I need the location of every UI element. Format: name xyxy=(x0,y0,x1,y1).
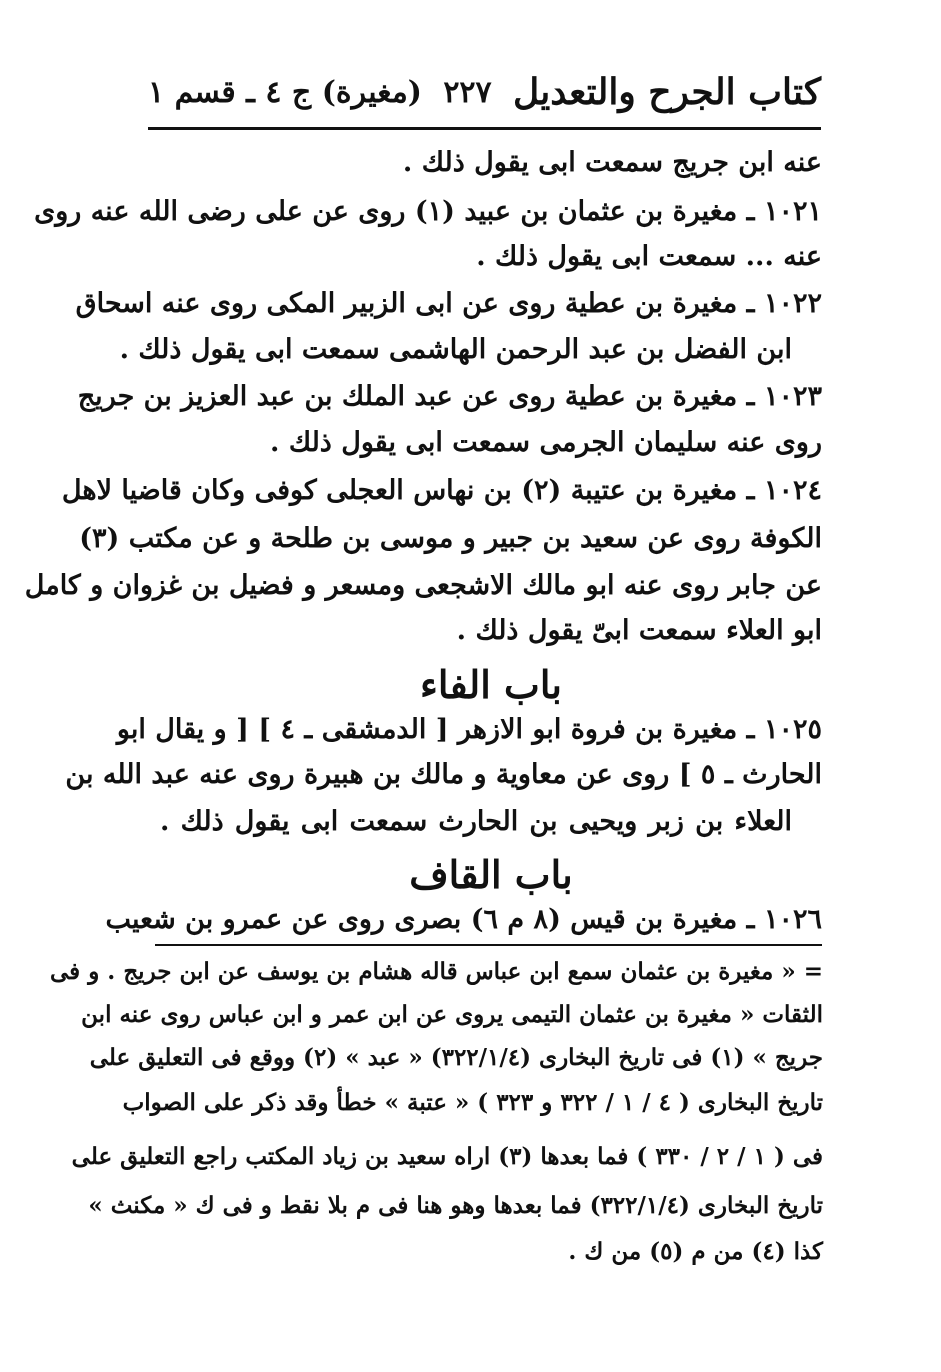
page-header xyxy=(148,62,821,122)
entry-1022: ١٠٢٢ ـ مغيرة بن عطية روى عن ابى الزبير المكى روى عنه اسحاق xyxy=(75,288,822,319)
footnote-rule xyxy=(155,944,822,946)
text-line: ابو العلاء سمعت ابىّ يقول ذلك . xyxy=(456,615,822,646)
page-number: ٢٢٧ xyxy=(443,74,492,110)
text-line: ابن الفضل بن عبد الرحمن الهاشمى سمعت ابى يقول ذلك . xyxy=(119,334,792,365)
text-line: عنه ... سمعت ابى يقول ذلك . xyxy=(476,241,822,272)
footnote-line: تاريخ البخارى (٣٢٢/١/٤) فما بعدها وهو هنا فى م بلا نقط و فى ك « مكنث » xyxy=(88,1192,823,1219)
entry-1021: ١٠٢١ ـ مغيرة بن عثمان بن عبيد (١) روى عن على رضى الله عنه روى xyxy=(34,196,822,227)
section-heading-qaf: باب القاف xyxy=(409,852,573,897)
header-rule xyxy=(148,127,821,130)
section-heading-fa: باب الفاء xyxy=(420,662,562,707)
footnote-line: = « مغيرة بن عثمان سمع ابن عباس قاله هشام بن يوسف عن ابن جريج . و فى xyxy=(50,958,823,985)
footnote-line: تاريخ البخارى ( ٤ / ١ / ٣٢٢ و ٣٢٣ ) « عتبة » خطأ وقد ذكر على الصواب xyxy=(122,1089,823,1116)
entry-1026: ١٠٢٦ ـ مغيرة بن قيس (٨ م ٦) بصرى روى عن عمرو بن شعيب xyxy=(105,904,822,935)
volume-info: (مغيرة) ج ٤ ـ قسم ١ xyxy=(148,74,422,110)
text-line: الكوفة روى عن سعيد بن جبير و موسى بن طلحة و عن مكتب (٣) xyxy=(79,523,822,554)
footnote-line: جريج » (١) فى تاريخ البخارى (٣٢٢/١/٤) « عبد » (٢) ووقع فى التعليق على xyxy=(89,1044,823,1071)
text-line: الحارث ـ ٥ ] روى عن معاوية و مالك بن هبيرة روى عنه عبد الله بن xyxy=(65,759,822,790)
footnote-line: فى ( ١ / ٢ / ٣٣٠ ) فما بعدها (٣) اراه سعيد بن زياد المكتب راجع التعليق على xyxy=(71,1143,823,1170)
text-line: العلاء بن زبر ويحيى بن الحارث سمعت ابى يقول ذلك . xyxy=(160,806,792,837)
footnote-line: الثقات « مغيرة بن عثمان التيمى يروى عن ابن عمر و ابن عباس روى عنه ابن xyxy=(81,1001,823,1028)
text-line: روى عنه سليمان الجرمى سمعت ابى يقول ذلك . xyxy=(270,427,822,458)
text-line: عنه ابن جريج سمعت ابى يقول ذلك . xyxy=(402,147,822,178)
book-title: كتاب الجرح والتعديل xyxy=(512,71,821,113)
footnote-line: كذا (٤) من م (٥) من ك . xyxy=(568,1238,823,1265)
entry-1024: ١٠٢٤ ـ مغيرة بن عتيبة (٢) بن نهاس العجلى كوفى وكان قاضيا لاهل xyxy=(61,475,822,506)
entry-1023: ١٠٢٣ ـ مغيرة بن عطية روى عن عبد الملك بن عبد العزيز بن جريج xyxy=(77,381,822,412)
entry-1025: ١٠٢٥ ـ مغيرة بن فروة ابو الازهر [ الدمشقى ـ ٤ ] [ و يقال ابو xyxy=(116,714,822,745)
text-line: عن جابر روى عنه ابو مالك الاشجعى ومسعر و فضيل بن غزوان و كامل xyxy=(24,570,822,601)
